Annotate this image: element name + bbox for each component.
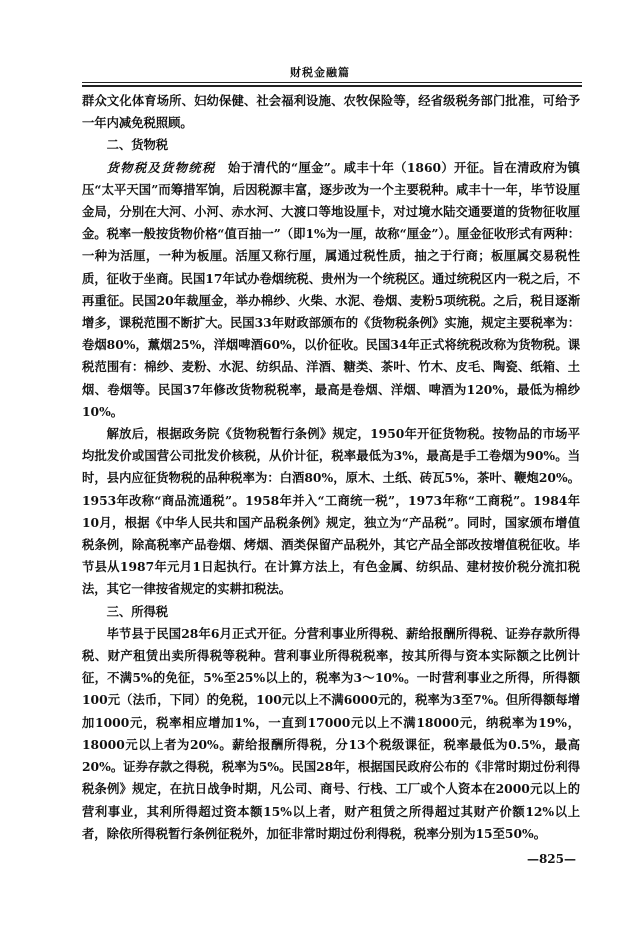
body-text [82, 90, 580, 845]
header-rule-thick [82, 85, 582, 87]
page-number: —825— [526, 852, 576, 866]
subheading-goods-tax: 货物税及货物统税 [106, 159, 216, 175]
header-rule-thin [82, 82, 582, 83]
section-heading-goods-tax: 二、货物税 [106, 137, 169, 153]
paragraph-likin-body: 始于清代的“厘金”。咸丰十年（1860）开征。旨在清政府为镇压“太平天国”而筹措军饷，后因税源丰富，逐步改为一个主要税种。咸丰十一年，毕节设厘金局，分别在大河、小河、赤水河、大渡口等地设厘卡，对过境水陆交通要道的货物征收厘金。税率一般按货物价格“值百抽一”（即1%为一厘，故称“厘金”）。厘金征收形式有两种：一种为活厘，一种为板厘。活厘又称行厘，属通过税性质，抽之于行商；板厘属交易税性质，征收于坐商。民国17年试办卷烟统税、贵州为一个统税区。通过统税区内一税之后，不再重征。民国20年裁厘金，举办棉纱、火柴、水泥、卷烟、麦粉5项统税。之后，税目逐渐增多，课税范围不断扩大。民国33年财政部颁布的《货物税条例》实施，规定主要税率为：卷烟80%，薰烟25%，洋烟啤酒60%，以价征收。民国34年正式将统税改称为货物税。课税范围有：棉纱、麦粉、水泥、纺织品、洋酒、糖类、茶叶、竹木、皮毛、陶瓷、纸箱、土烟、卷烟等。民国37年修改货物税税率，最高是卷烟、洋烟、啤酒为120%，最低为棉纱10%。 [82, 159, 580, 419]
paragraph-income-tax: 毕节县于民国28年6月正式开征。分营利事业所得税、薪给报酬所得税、证券存款所得税、财产租赁出卖所得税等税种。营利事业所得税税率，按其所得与资本实际额之比例计征，不满5%的免征，5%至25%以上的，税率为3～10%。一时营利事业之所得，所得额100元（法币，下同）的免税，100元以上不满6000元的，税率为3至7%。但所得额每增加1000元，税率相应增加1%，一直到17000元以上不满18000元，纳税率为19%，18000元以上者为20%。薪给报酬所得税，分13个税级课征，税率最低为0.5%，最高20%。证券存款之得税，税率为5%。民国28年，根据国民政府公布的《非常时期过份利得税条例》规定，在抗日战争时期，凡公司、商号、行栈、工厂或个人资本在2000元以上的营利事业，其利所得超过资本额15%以上者，财产租赁之所得超过其财产价额12%以上者，除依所得税暂行条例征税外，加征非常时期过份利得税，税率分别为15至50%。 [82, 625, 580, 841]
paragraph-after-liberation: 解放后，根据政务院《货物税暂行条例》规定，1950年开征货物税。按物品的市场平均批发价或国营公司批发价核税，从价计征，税率最低为3%，最高是手工卷烟为90%。当时，县内应征货物税的品种税率为：白酒80%，原木、土纸、砖瓦5%，茶叶、鞭炮20%。1953年改称“商品流通税”。1958年并入“工商统一税”，1973年称“工商税”。1984年10月，根据《中华人民共和国产品税条例》规定，独立为“产品税”。同时，国家颁布增值税条例，除高税率产品卷烟、烤烟、酒类保留产品税外，其它产品全部改按增值税征收。毕节县从1987年元月1日起执行。在计算方法上，有色金属、纺织品、建材按价税分流扣税法，其它一律按省规定的实耕扣税法。 [82, 426, 580, 597]
section-heading-income-tax: 三、所得税 [106, 603, 169, 619]
paragraph-continuation: 群众文化体育场所、妇幼保健、社会福利设施、农牧保险等，经省级税务部门批准，可给予一年内减免税照顾。 [82, 93, 580, 131]
paragraph-likin [82, 157, 580, 423]
running-header: 财税金融篇 [290, 66, 350, 79]
